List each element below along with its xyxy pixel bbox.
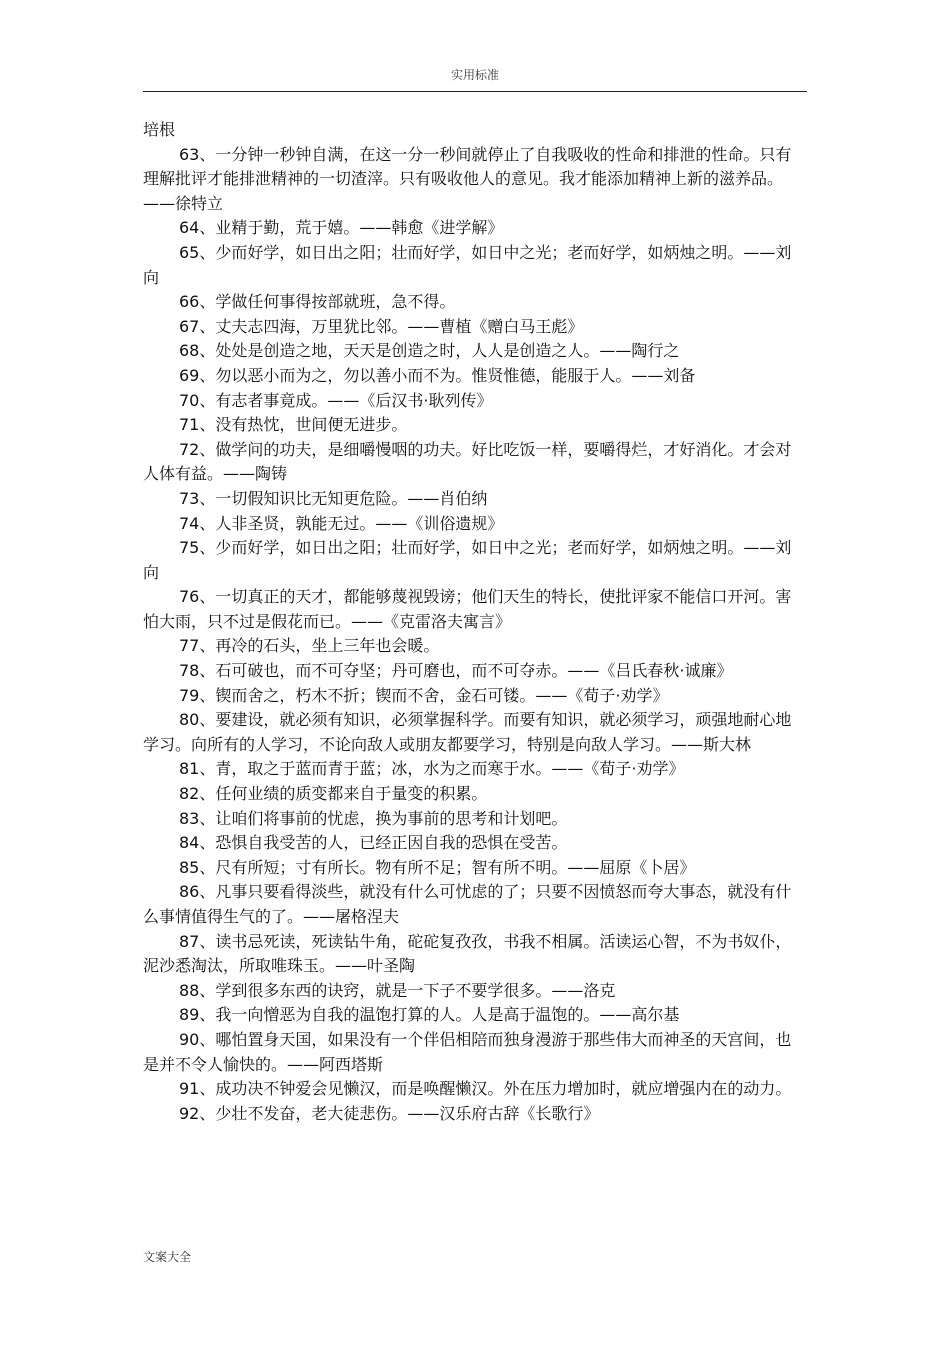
quote-item: 65、少而好学，如日出之阳；壮而好学，如日中之光；老而好学，如炳烛之明。——刘向 (143, 242, 792, 287)
quote-item: 78、石可破也，而不可夺坚；丹可磨也，而不可夺赤。——《吕氏春秋·诚廉》 (179, 661, 733, 681)
header-divider (143, 91, 807, 92)
quote-item: 75、少而好学，如日出之阳；壮而好学，如日中之光；老而好学，如炳烛之明。——刘向 (143, 538, 792, 582)
quote-item: 87、读书忌死读，死读钻牛角，砣砣复孜孜，书我不相属。活读运心智，不为书奴仆，泥沙悉淘汰，所取唯珠玉。——叶圣陶 (143, 931, 792, 976)
quote-item: 69、勿以恶小而为之，勿以善小而不为。惟贤惟德，能服于人。——刘备 (179, 365, 696, 385)
quote-item: 92、少壮不发奋，老大徒悲伤。——汉乐府古辞《长歌行》 (179, 1103, 600, 1123)
quote-item: 90、哪怕置身天国，如果没有一个伴侣相陪而独身漫游于那些伟大而神圣的天宫间，也是并不令人愉快的。——阿西塔斯 (143, 1029, 792, 1074)
quote-item: 88、学到很多东西的诀窍，就是一下子不要学很多。——洛克 (179, 980, 616, 1000)
document-body (143, 118, 807, 1126)
quote-item: 82、任何业绩的质变都来自于量变的积累。 (179, 784, 488, 804)
quote-item: 77、再冷的石头，坐上三年也会暖。 (179, 636, 440, 656)
quote-item: 91、成功决不钟爱会见懒汉，而是唤醒懒汉。外在压力增加时，就应增强内在的动力。 (179, 1079, 792, 1099)
quote-item: 68、处处是创造之地，天天是创造之时，人人是创造之人。——陶行之 (179, 341, 680, 361)
quote-item: 73、一切假知识比无知更危险。——肖伯纳 (179, 488, 488, 508)
quote-item: 79、锲而舍之，朽木不折；锲而不舍，金石可镂。——《荀子·劝学》 (179, 685, 669, 705)
quote-item: 63、一分钟一秒钟自满，在这一分一秒间就停止了自我吸收的性命和排泄的性命。只有理解批评才能排泄精神的一切渣滓。只有吸收他人的意见。我才能添加精神上新的滋养品。——徐特立 (143, 144, 792, 213)
quote-item: 72、做学问的功夫，是细嚼慢咽的功夫。好比吃饭一样，要嚼得烂，才好消化。才会对人体有益。——陶铸 (143, 439, 792, 484)
quote-item: 71、没有热忱，世间便无进步。 (179, 415, 408, 435)
quote-item: 76、一切真正的天才，都能够蔑视毁谤；他们天生的特长，使批评家不能信口开河。害怕大雨，只不过是假花而已。——《克雷洛夫寓言》 (143, 587, 792, 631)
quote-item: 81、青，取之于蓝而青于蓝；冰，水为之而寒于水。——《荀子·劝学》 (179, 759, 685, 779)
quote-item: 64、业精于勤，荒于嬉。——韩愈《进学解》 (179, 218, 504, 238)
quote-item: 74、人非圣贤，孰能无过。——《训俗遗规》 (179, 513, 504, 533)
quote-item: 84、恐惧自我受苦的人，已经正因自我的恐惧在受苦。 (179, 833, 568, 853)
quote-item: 86、凡事只要看得淡些，就没有什么可忧虑的了；只要不因愤怒而夸大事态，就没有什么事情值得生气的了。——屠格涅夫 (143, 882, 792, 926)
quote-item: 67、丈夫志四海，万里犹比邻。——曹植《赠白马王彪》 (179, 316, 584, 336)
quote-item: 85、尺有所短；寸有所长。物有所不足；智有所不明。——屈原《卜居》 (179, 857, 696, 877)
quote-item: 70、有志者事竟成。——《后汉书·耿列传》 (179, 390, 493, 410)
quote-item: 66、学做任何事得按部就班，急不得。 (179, 292, 456, 312)
lead-line: 培根 (143, 120, 176, 139)
quote-item: 80、要建设，就必须有知识，必须掌握科学。而要有知识，就必须学习，顽强地耐心地学习。向所有的人学习，不论向敌人或朋友都要学习，特别是向敌人学习。——斯大林 (143, 710, 792, 754)
page-footer: 文案大全 (143, 1250, 192, 1264)
quote-item: 83、让咱们将事前的忧虑，换为事前的思考和计划吧。 (179, 808, 568, 828)
quote-item: 89、我一向憎恶为自我的温饱打算的人。人是高于温饱的。——高尔基 (179, 1005, 680, 1025)
page-header: 实用标准 (450, 68, 499, 82)
